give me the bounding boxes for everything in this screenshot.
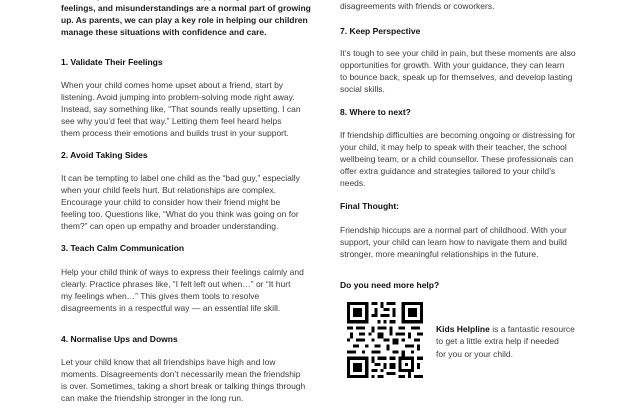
section-heading: 8. Where to next? (340, 107, 411, 117)
section-line: disagreements in a respectful way — an essential life skill. (61, 303, 281, 313)
intro-line: manage these situations with confidence and care. (61, 27, 267, 37)
section-line: When your child comes home upset about a friend, start by (61, 80, 284, 90)
section-line: Friendship hiccups are a normal part of childhood. With your (340, 225, 567, 235)
section-line: my feelings when…” This gives them tools to resolve (61, 291, 260, 301)
section-heading: 3. Teach Calm Communication (61, 243, 185, 253)
help-heading: Do you need more help? (340, 280, 440, 290)
section-line: clearly. Practice phrases like, “I felt left out when…” or “It hurt (61, 279, 291, 289)
section-line: when your child feels hurt. But relationships are complex. (61, 185, 276, 195)
section-heading: 1. Validate Their Feelings (61, 57, 163, 67)
section-line: Let your child know that all friendships have high and low (61, 357, 276, 367)
qr-code (347, 302, 423, 378)
help-line: to get a little extra help if needed (436, 336, 559, 347)
section-line: moments. Disagreements don’t necessarily mean the friendship (61, 369, 301, 379)
section-line: them process their emotions and builds trust in your support. (61, 128, 289, 138)
section-heading: Final Thought: (340, 201, 400, 211)
section-line: social skills. (340, 84, 385, 94)
section-line: to bounce back, speak up for themselves, and develop lasting (340, 72, 573, 82)
section-line: offer extra guidance and strategies tailored to your child’s (340, 166, 556, 176)
section-line: stronger, more meaningful relationships in the future. (340, 249, 539, 259)
section-line: If friendship difficulties are becoming ongoing or distressing for (340, 130, 576, 140)
section-line: them?” can open up empathy and broader understanding. (61, 221, 279, 231)
section-line: support, your child can learn how to navigate them and build (340, 237, 567, 247)
section-heading: 2. Avoid Taking Sides (61, 150, 148, 160)
section-heading: 7. Keep Perspective (340, 26, 421, 36)
section-line: wellbeing team, or a child counsellor. These professionals can (340, 154, 574, 164)
section-line: Instead, say something like, “That sounds really upsetting. I can (61, 104, 301, 114)
intro-line: up. As parents, we can play a key role in helping our children (61, 15, 308, 25)
section-line: is over. Sometimes, taking a short break or talking things through (61, 381, 306, 391)
section-heading: 4. Normalise Ups and Downs (61, 334, 178, 344)
section-line: feeling too. Questions like, “What do you think was going on for (61, 209, 299, 219)
section-line: It’s tough to see your child in pain, but these moments are also (340, 48, 576, 58)
section-line: your child, it may help to speak with their teacher, the school (340, 142, 567, 152)
section-line: can make the friendship stronger in the long run. (61, 393, 244, 403)
section-line: It can be tempting to label one child as the “bad guy,” especially (61, 173, 300, 183)
section-line: Help your child think of ways to express their feelings calmly and (61, 267, 304, 277)
helpline-name: Kids Helpline (436, 324, 490, 334)
section-line: see why you’d feel that way.” Letting them feel heard helps (61, 116, 282, 126)
continued-line: disagreements with friends or coworkers. (340, 1, 495, 11)
section-line: listening. Avoid jumping into problem-solving mode right away. (61, 92, 295, 102)
help-line: for you or your child. (436, 348, 514, 359)
help-line (436, 323, 596, 335)
intro-line: feelings, and misunderstandings are a normal part of growing (61, 3, 311, 13)
section-line: needs. (340, 178, 366, 188)
help-line-rest: is a fantastic resource (489, 324, 575, 334)
section-line: opportunities for growth. With your guidance, they can learn (340, 60, 565, 70)
help-text (436, 323, 596, 360)
section-line: Encourage your child to consider how their friend might be (61, 197, 281, 207)
qr-code-graphic (347, 302, 423, 378)
